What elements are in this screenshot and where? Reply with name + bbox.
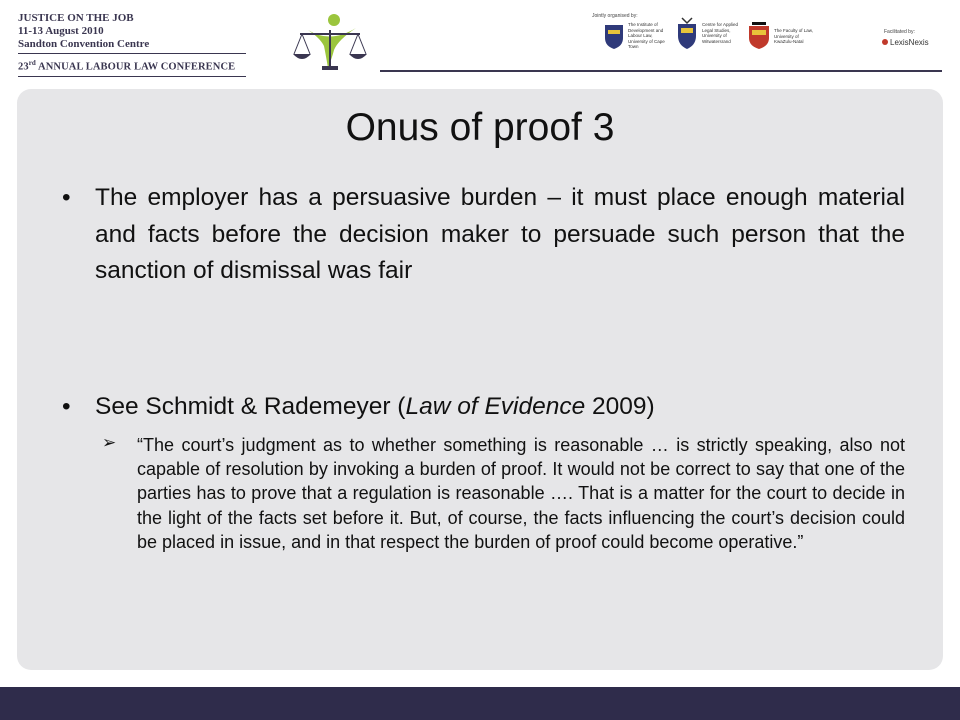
scales-of-justice-logo — [290, 10, 370, 72]
header-rule — [380, 70, 942, 72]
slide-title: Onus of proof 3 — [345, 106, 615, 149]
header — [0, 0, 960, 80]
university-crest-icon — [676, 16, 698, 50]
quote-text: “The court’s judgment as to whether something is reasonable … is strictly speaking, also not capable of resolution by invoking a burden of proof. It would not be correct to say that one of the parties has to prove that a regulation is reasonable …. That is a matter for the court to decide in the light of the facts set before it. But, of course, the facts influencing the court’s decision could be placed in issue, and in that respect the burden of proof could become operative.” — [137, 435, 905, 552]
bullet-dot: • — [62, 393, 71, 420]
content-panel — [17, 89, 943, 670]
organiser-3-label: The Faculty of Law, University of KwaZulu-Natal — [774, 28, 814, 44]
divider — [18, 53, 246, 54]
bullet-text-reference: See Schmidt & Rademeyer (Law of Evidence 2009) — [95, 393, 655, 420]
bullet-dot: • — [62, 184, 71, 211]
conference-anniversary: 23rd ANNUAL LABOUR LAW CONFERENCE — [18, 59, 236, 73]
lexisnexis-logo-icon — [882, 38, 888, 46]
jointly-organised-label: Jointly organised by: — [592, 13, 638, 19]
university-crest-icon — [748, 22, 770, 50]
bullet-text-employer-burden: The employer has a persuasive burden – it must place enough material and facts before the decision maker to persuade such person that the sanction of dismissal was fair — [95, 184, 905, 284]
organiser-1-label: The Institute of Development and Labour Law, University of Cape Town — [628, 22, 665, 49]
conference-dates: 11-13 August 2010 — [18, 25, 104, 37]
organiser-2-label: Centre for Applied Legal Studies, University of Witwatersrand — [702, 22, 739, 44]
conference-venue: Sandton Convention Centre — [18, 38, 150, 50]
sponsor-name: LexisNexis — [890, 38, 929, 47]
divider — [18, 76, 246, 77]
facilitated-by-label: Facilitated by: — [884, 29, 915, 35]
conference-title: JUSTICE ON THE JOB — [18, 12, 134, 24]
arrow-bullet-icon: ➢ — [102, 433, 117, 452]
university-crest-icon — [604, 24, 624, 50]
conference-info — [18, 12, 248, 77]
footer-bar — [0, 687, 960, 720]
